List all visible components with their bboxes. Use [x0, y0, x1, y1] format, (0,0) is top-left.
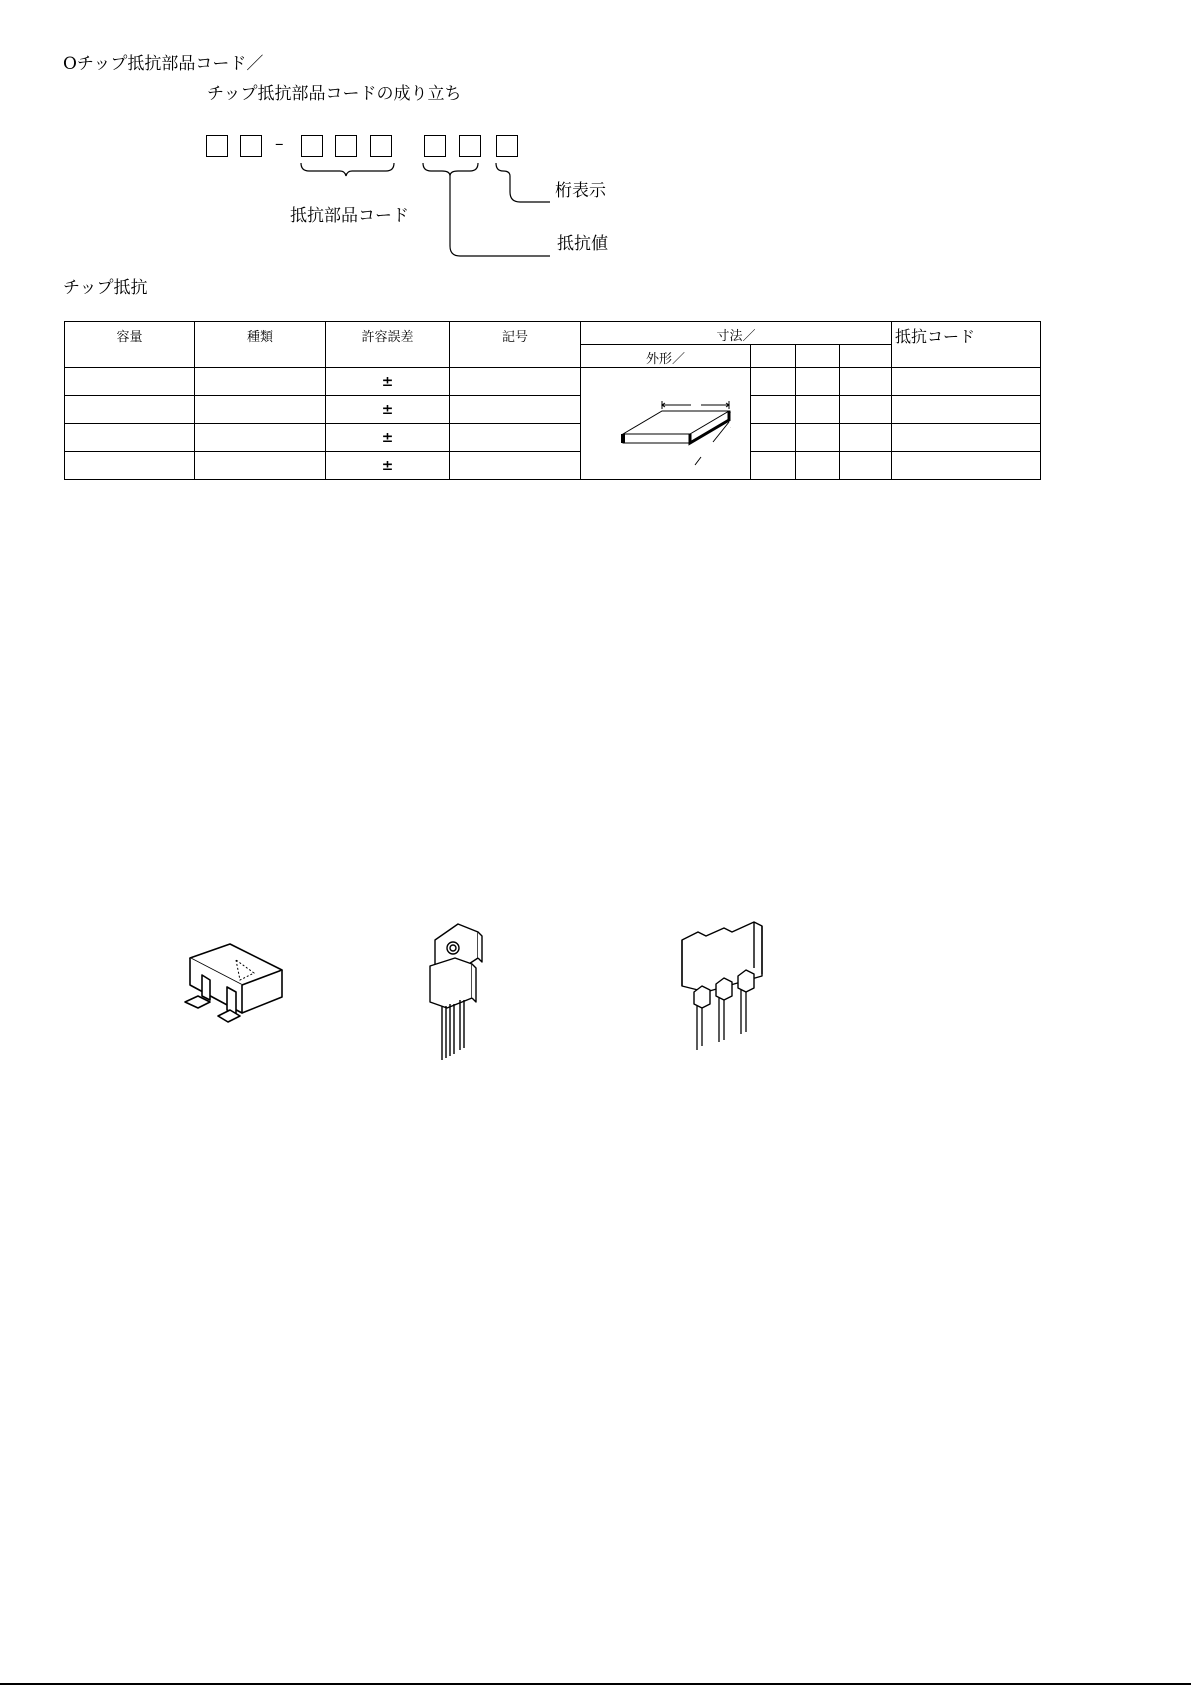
header-dim-2	[796, 345, 840, 368]
sot-package-drawing	[170, 930, 300, 1030]
header-shape: 外形／	[581, 345, 751, 368]
chip-resistor-table	[64, 321, 1041, 480]
label-value: 抵抗値	[557, 234, 608, 254]
header-dim-3	[840, 345, 892, 368]
label-part-code: 抵抗部品コード	[290, 206, 409, 226]
table-title: チップ抵抗	[63, 278, 148, 298]
tolerance-cell: ±	[326, 452, 450, 480]
code-separator: –	[275, 134, 284, 154]
shape-cell	[581, 368, 751, 480]
tolerance-cell: ±	[326, 396, 450, 424]
tolerance-cell: ±	[326, 424, 450, 452]
section-heading: Oチップ抵抗部品コード／	[63, 54, 264, 74]
header-symbol: 記号	[450, 322, 581, 368]
chip-resistor-drawing	[601, 377, 731, 467]
header-type: 種類	[195, 322, 326, 368]
tolerance-cell: ±	[326, 368, 450, 396]
header-dim-1	[751, 345, 796, 368]
header-capacity: 容量	[65, 322, 195, 368]
table-row	[65, 368, 1041, 396]
to220-package-drawing	[420, 918, 490, 1068]
table-row	[65, 396, 1041, 424]
table-row	[65, 452, 1041, 480]
sip-package-drawing	[676, 916, 776, 1056]
header-code: 抵抗コード	[892, 322, 1041, 368]
header-tolerance: 許容誤差	[326, 322, 450, 368]
table-row	[65, 424, 1041, 452]
code-diagram-brackets	[0, 0, 700, 270]
section-subheading: チップ抵抗部品コードの成り立ち	[207, 84, 462, 104]
header-dimensions: 寸法／	[581, 322, 892, 345]
label-digits: 桁表示	[555, 181, 606, 201]
